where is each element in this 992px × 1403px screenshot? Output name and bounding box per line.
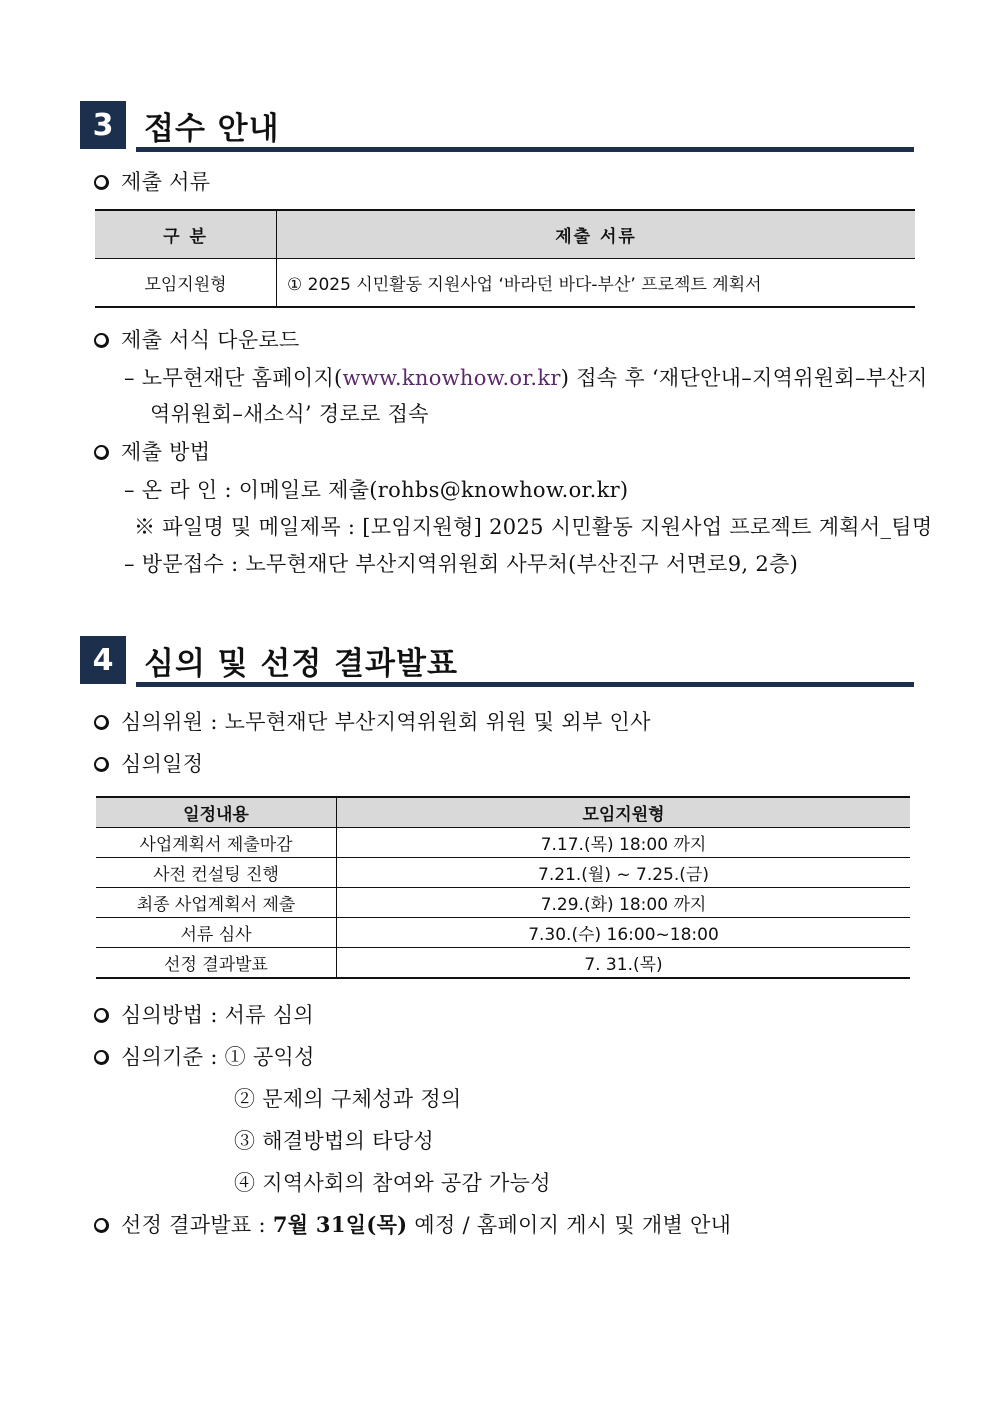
circle-bullet-icon xyxy=(94,1218,109,1233)
bullet-item xyxy=(94,324,300,354)
download-line-2: 역위원회–새소식’ 경로로 접속 xyxy=(150,402,429,426)
table-cell: 모임지원형 xyxy=(95,259,277,308)
announce-date: 7월 31일(목) xyxy=(272,1212,408,1237)
table-cell: 7.17.(목) 18:00 까지 xyxy=(337,828,911,858)
bullet-item xyxy=(94,166,210,196)
announce-text: 예정 / 홈페이지 게시 및 개별 안내 xyxy=(407,1213,732,1237)
method-online: – 온 라 인 : 이메일로 제출(rohbs@knowhow.or.kr) xyxy=(124,478,629,502)
table-cell: 선정 결과발표 xyxy=(96,948,337,979)
bullet-item xyxy=(94,1209,731,1239)
docs-heading: 제출 서류 xyxy=(121,170,211,194)
table-row xyxy=(96,858,910,888)
section-number-badge: 3 xyxy=(80,101,126,149)
table-header-cell: 일정내용 xyxy=(96,797,337,828)
table-cell: 7.21.(월) ~ 7.25.(금) xyxy=(337,858,911,888)
download-text: – 노무현재단 홈페이지( xyxy=(124,366,343,390)
table-cell: 최종 사업계획서 제출 xyxy=(96,888,337,918)
criteria-item: ① 공익성 xyxy=(224,1045,315,1069)
table-cell: 사전 컨설팅 진행 xyxy=(96,858,337,888)
announce-label: 선정 결과발표 : xyxy=(121,1213,273,1237)
circle-bullet-icon xyxy=(94,757,109,772)
table-header-cell: 제출 서류 xyxy=(277,210,916,259)
table-row xyxy=(95,259,915,308)
circle-bullet-icon xyxy=(94,1050,109,1065)
bullet-item xyxy=(94,999,314,1029)
table-row xyxy=(96,918,910,948)
circle-bullet-icon xyxy=(94,445,109,460)
criteria-label: 심의기준 : xyxy=(121,1045,225,1069)
committee-text: 심의위원 : 노무현재단 부산지역위원회 위원 및 외부 인사 xyxy=(121,710,651,734)
schedule-heading: 심의일정 xyxy=(121,752,204,776)
section-title: 심의 및 선정 결과발표 xyxy=(144,646,458,682)
table-row xyxy=(96,888,910,918)
table-cell: 7.30.(수) 16:00~18:00 xyxy=(337,918,911,948)
submission-docs-table xyxy=(95,209,915,308)
circle-bullet-icon xyxy=(94,1008,109,1023)
table-cell: 서류 심사 xyxy=(96,918,337,948)
table-row xyxy=(96,828,910,858)
bullet-item xyxy=(94,706,651,736)
schedule-table xyxy=(96,796,910,979)
homepage-link[interactable]: www.knowhow.or.kr xyxy=(342,366,561,390)
section-4-header xyxy=(80,636,914,688)
criteria-item: ③ 해결방법의 타당성 xyxy=(234,1129,434,1153)
table-cell: 7.29.(화) 18:00 까지 xyxy=(337,888,911,918)
table-header-cell: 구 분 xyxy=(95,210,277,259)
bullet-item xyxy=(94,748,203,778)
section-3-header xyxy=(80,101,914,153)
table-header-row xyxy=(96,797,910,828)
table-header-row xyxy=(95,210,915,259)
section-title: 접수 안내 xyxy=(144,111,280,147)
circle-bullet-icon xyxy=(94,175,109,190)
table-row xyxy=(96,948,910,979)
download-text: ) 접속 후 ‘재단안내–지역위원회–부산지 xyxy=(560,366,928,390)
method-note: ※ 파일명 및 메일제목 : [모임지원형] 2025 시민활동 지원사업 프로젝트 계획서_팀명 xyxy=(134,515,933,539)
circle-bullet-icon xyxy=(94,715,109,730)
review-method: 심의방법 : 서류 심의 xyxy=(121,1003,314,1027)
criteria-item: ④ 지역사회의 참여와 공감 가능성 xyxy=(234,1171,551,1195)
download-heading: 제출 서식 다운로드 xyxy=(121,328,300,352)
table-cell: 7. 31.(목) xyxy=(337,948,911,979)
table-cell: ① 2025 시민활동 지원사업 ‘바라던 바다-부산’ 프로젝트 계획서 xyxy=(277,259,916,308)
method-visit: – 방문접수 : 노무현재단 부산지역위원회 사무처(부산진구 서면로9, 2층) xyxy=(124,552,799,576)
bullet-item xyxy=(94,436,210,466)
download-line xyxy=(124,362,928,392)
section-divider xyxy=(136,147,914,152)
circle-bullet-icon xyxy=(94,333,109,348)
method-heading: 제출 방법 xyxy=(121,440,211,464)
criteria-item: ② 문제의 구체성과 정의 xyxy=(234,1087,462,1111)
section-number-badge: 4 xyxy=(80,636,126,684)
bullet-item xyxy=(94,1041,315,1071)
table-cell: 사업계획서 제출마감 xyxy=(96,828,337,858)
table-header-cell: 모임지원형 xyxy=(337,797,911,828)
section-divider xyxy=(136,682,914,687)
